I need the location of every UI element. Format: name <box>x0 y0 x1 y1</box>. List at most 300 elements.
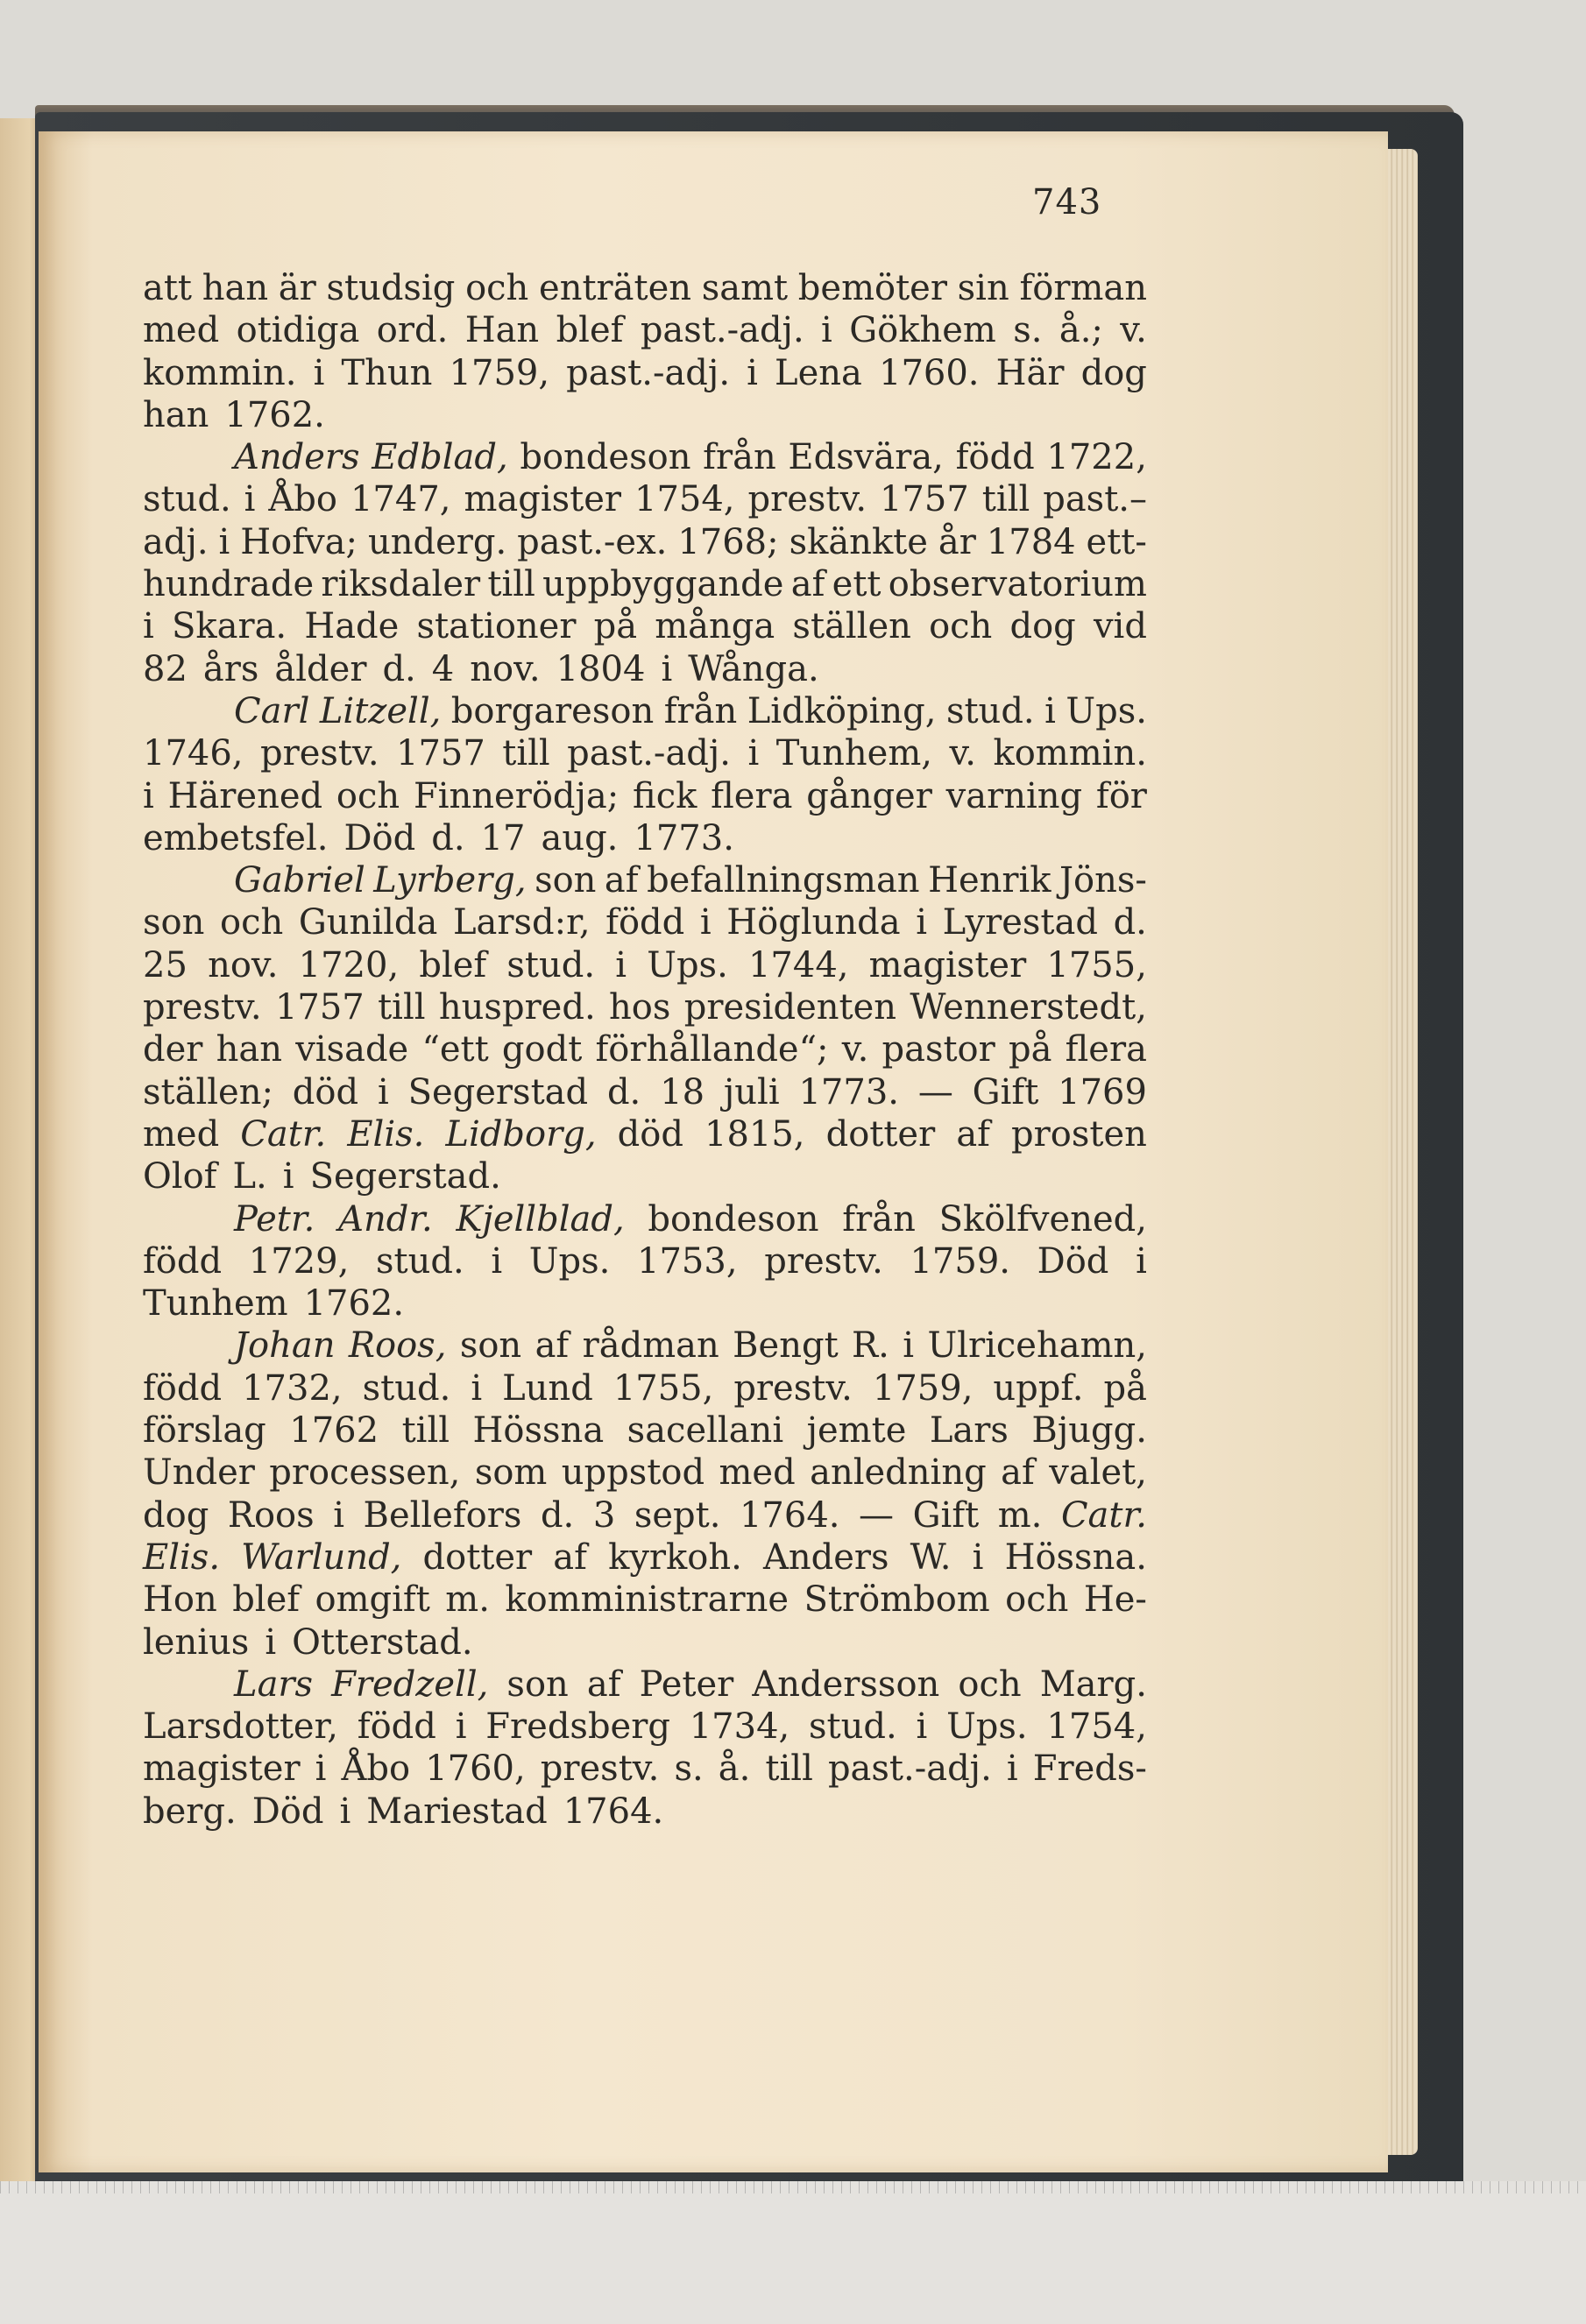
word: varning <box>945 775 1083 816</box>
word: dog <box>143 1494 209 1536</box>
word: Wennerstedt, <box>910 987 1147 1028</box>
word: 1764. <box>739 1494 840 1536</box>
word: huspred. <box>438 987 596 1028</box>
text-line <box>143 1071 1147 1113</box>
word: der <box>143 1029 203 1070</box>
word: död <box>292 1071 359 1113</box>
word: 17 <box>480 817 526 858</box>
word: död <box>617 1113 683 1155</box>
word: i <box>377 1071 389 1113</box>
text-line <box>143 775 1147 817</box>
word: Johan <box>234 1325 336 1367</box>
word: 1773. <box>798 1071 899 1113</box>
word: i <box>471 1367 483 1409</box>
word: uppf. <box>993 1367 1084 1409</box>
word: Gabriel <box>234 860 365 901</box>
text-line <box>143 394 1147 436</box>
text-line <box>143 605 1147 647</box>
word: d. <box>431 817 465 858</box>
word: 1755, <box>1046 944 1147 985</box>
word: Hofva; <box>240 521 358 562</box>
word: i <box>455 1706 467 1748</box>
text-line <box>143 1452 1147 1494</box>
word: han <box>202 268 269 308</box>
word: ålder <box>274 648 367 689</box>
word: — <box>917 1071 953 1113</box>
text-line <box>143 1028 1147 1070</box>
word: 1757 <box>274 987 365 1028</box>
word: Skara. <box>171 606 287 647</box>
word: Död <box>343 817 416 858</box>
text-line <box>143 1748 1147 1790</box>
word: och <box>336 775 400 816</box>
text-line <box>143 1240 1147 1282</box>
word: Catr. <box>1060 1494 1147 1536</box>
word: i <box>313 352 325 393</box>
word: Jöns- <box>1059 860 1147 901</box>
text-line <box>143 1198 1147 1240</box>
word: blef <box>556 310 624 351</box>
word: i <box>143 606 154 647</box>
word: son <box>535 860 597 901</box>
scan-ruler <box>0 2181 1586 2324</box>
word: i <box>339 1791 351 1832</box>
word: född <box>143 1367 223 1409</box>
text-line <box>143 1324 1147 1367</box>
word: Lidborg, <box>445 1113 597 1155</box>
word: 1757 <box>880 479 969 520</box>
word: bondeson <box>520 437 691 478</box>
word: i <box>903 1325 915 1367</box>
word: nov. <box>470 648 541 689</box>
word: blef <box>419 944 487 985</box>
word: Han <box>464 310 540 351</box>
word: ställen; <box>143 1071 273 1113</box>
word: kommin. <box>993 733 1147 774</box>
word: i <box>747 733 760 774</box>
word: visade <box>295 1029 409 1070</box>
word: skänkte <box>789 521 928 562</box>
word: 1757 <box>396 733 485 774</box>
word: 1722, <box>1046 437 1147 478</box>
word: s. <box>674 1748 704 1790</box>
word: Här <box>995 352 1065 393</box>
word: Lena <box>775 352 862 393</box>
word: anledning <box>810 1452 987 1494</box>
word: stud. <box>362 1367 451 1409</box>
word: och <box>929 606 993 647</box>
text-line <box>143 1621 1147 1664</box>
word: dog <box>1009 606 1076 647</box>
word: sin <box>957 268 1009 308</box>
word: Fredzell, <box>331 1664 489 1705</box>
word: 1759. <box>910 1240 1010 1282</box>
text-line <box>143 859 1147 901</box>
word: berg. <box>143 1791 237 1832</box>
word: från <box>842 1198 916 1240</box>
word: stationer <box>416 606 577 647</box>
word: Åbo <box>268 479 337 520</box>
word: 1762. <box>224 394 325 435</box>
word: juli <box>723 1071 780 1113</box>
word: Freds- <box>1032 1748 1147 1790</box>
word: m. <box>445 1579 490 1621</box>
word: Wånga. <box>688 648 819 689</box>
word: med <box>143 1113 220 1155</box>
word: Ups. <box>946 1706 1028 1748</box>
word: bemöter <box>797 268 947 308</box>
word: lenius <box>143 1621 250 1663</box>
word: Elis. <box>143 1536 221 1578</box>
text-line <box>143 1367 1147 1409</box>
word: prestv. <box>733 1367 853 1409</box>
word: L. <box>232 1156 267 1197</box>
word: s. <box>1013 310 1043 351</box>
word: Peter <box>639 1664 734 1705</box>
word: Anders <box>762 1536 889 1578</box>
word: Lyrberg, <box>373 860 527 901</box>
word: magister <box>143 1748 301 1790</box>
word: Bjugg. <box>1031 1410 1147 1452</box>
word: 3 <box>592 1494 616 1536</box>
word: till <box>487 564 535 605</box>
word: af <box>956 1113 990 1155</box>
word: gånger <box>806 775 932 816</box>
text-line <box>143 690 1147 732</box>
word: enträten <box>539 268 691 308</box>
text-line <box>143 478 1147 520</box>
word: “ett <box>421 1029 489 1070</box>
word: till <box>502 733 550 774</box>
word: Catr. <box>240 1113 327 1155</box>
word: fick <box>633 775 697 816</box>
word: Henrik <box>928 860 1051 901</box>
word: i <box>265 1621 277 1663</box>
word: Fredsberg <box>485 1706 670 1748</box>
word: Edsvära, <box>788 437 944 478</box>
word: v. <box>949 733 977 774</box>
word: från <box>663 690 738 731</box>
word: på <box>593 606 638 647</box>
word: förslag <box>143 1410 266 1452</box>
word: Gökhem <box>849 310 996 351</box>
word: sacellani <box>627 1410 784 1452</box>
word: flera <box>1065 1029 1147 1070</box>
word: i <box>282 1156 294 1197</box>
text-line <box>143 986 1147 1028</box>
word: 1729, <box>248 1240 350 1282</box>
word: års <box>202 648 259 689</box>
word: 1734, <box>689 1706 790 1748</box>
word: stud. <box>143 479 231 520</box>
text-line <box>143 436 1147 478</box>
word: född <box>357 1706 436 1748</box>
word: förman <box>1019 268 1147 308</box>
word: och <box>958 1664 1022 1705</box>
word: — <box>859 1494 895 1536</box>
word: född <box>955 437 1035 478</box>
word: Roos <box>227 1494 315 1536</box>
text-line <box>143 1706 1147 1748</box>
word: af <box>790 564 825 605</box>
word: son <box>143 902 205 943</box>
word: kommin. <box>143 352 297 393</box>
word: förhållande“; <box>595 1029 829 1070</box>
word: komministrarne <box>505 1579 789 1621</box>
word: 1747, <box>350 479 451 520</box>
word: magister <box>464 479 622 520</box>
word: ett- <box>1086 521 1147 562</box>
word: i <box>821 310 832 351</box>
word: prestv. <box>747 479 867 520</box>
scan-ruler-ticks <box>0 2181 1586 2193</box>
word: och <box>465 268 529 308</box>
word: i <box>1044 690 1056 731</box>
word: 1754, <box>1046 1706 1147 1748</box>
text-line <box>143 1113 1147 1155</box>
word: past.-adj. <box>567 733 732 774</box>
word: med <box>143 310 220 351</box>
word: född <box>143 1240 223 1282</box>
word: i <box>916 1706 928 1748</box>
word: adj. <box>143 521 209 562</box>
word: Larsdotter, <box>143 1706 339 1748</box>
word: af <box>535 1325 570 1367</box>
word: samt <box>701 268 789 308</box>
word: Carl <box>234 690 310 731</box>
word: 1769 <box>1058 1071 1147 1113</box>
word: och <box>219 902 284 943</box>
word: v. <box>841 1029 869 1070</box>
word: stud. <box>809 1706 897 1748</box>
word: 1804 <box>556 648 646 689</box>
word: son <box>459 1325 522 1367</box>
word: som <box>474 1452 548 1494</box>
word: Olof <box>143 1156 217 1197</box>
word: Kjellblad, <box>456 1198 625 1240</box>
word: Finnerödja; <box>413 775 620 816</box>
word: i <box>1006 1748 1018 1790</box>
word: godt <box>501 1029 583 1070</box>
word: borgareson <box>450 690 655 731</box>
word: Gunilda <box>298 902 438 943</box>
word: dog <box>1080 352 1147 393</box>
word: nov. <box>208 944 279 985</box>
word: han <box>143 394 209 435</box>
word: Bengt <box>733 1325 839 1367</box>
word: till <box>378 987 426 1028</box>
word: ett <box>832 564 882 605</box>
text-line <box>143 1409 1147 1452</box>
text-line <box>143 901 1147 943</box>
word: prestv. <box>764 1240 883 1282</box>
word: 4 <box>431 648 455 689</box>
word: och <box>1005 1579 1069 1621</box>
word: han <box>216 1029 282 1070</box>
word: för <box>1095 775 1147 816</box>
word: att <box>143 268 192 308</box>
word: i <box>661 648 673 689</box>
word: omgift <box>315 1579 430 1621</box>
word: från <box>703 437 776 478</box>
word: till <box>981 479 1030 520</box>
word: prestv. <box>540 1748 660 1790</box>
word: Hössna <box>472 1410 605 1452</box>
word: Hon <box>143 1579 217 1621</box>
word: å.; <box>1059 310 1103 351</box>
word: processen, <box>269 1452 461 1494</box>
word: i <box>244 479 256 520</box>
word: rådman <box>582 1325 719 1367</box>
word: Lars <box>929 1410 1009 1452</box>
word: 1744, <box>747 944 849 985</box>
text-line <box>143 309 1147 351</box>
word: Hössna. <box>1004 1536 1147 1578</box>
word: stud. <box>506 944 596 985</box>
word: son <box>506 1664 569 1705</box>
word: Gift <box>972 1071 1039 1113</box>
word: past.-adj. <box>640 310 804 351</box>
word: jemte <box>806 1410 907 1452</box>
word: Lars <box>234 1664 314 1705</box>
word: Petr. <box>234 1198 315 1240</box>
word: aug. <box>541 817 619 858</box>
word: He- <box>1083 1579 1147 1621</box>
word: på <box>1008 1029 1052 1070</box>
word: i <box>218 521 230 562</box>
word: af <box>586 1664 621 1705</box>
word: i <box>143 775 154 816</box>
word: d. <box>1113 902 1147 943</box>
word: i <box>972 1536 984 1578</box>
text-line <box>143 817 1147 859</box>
word: Ulricehamn, <box>927 1325 1147 1367</box>
text-line <box>143 944 1147 986</box>
word: Ups. <box>647 944 728 985</box>
word: Död <box>251 1791 324 1832</box>
word: Larsd:r, <box>452 902 591 943</box>
text-line <box>143 648 1147 690</box>
word: till <box>401 1410 450 1452</box>
word: Ups. <box>528 1240 611 1282</box>
word: af <box>553 1536 587 1578</box>
word: studsig <box>326 268 456 308</box>
word: Andr. <box>338 1198 433 1240</box>
word: till <box>765 1748 813 1790</box>
word: Ups. <box>1066 690 1147 731</box>
word: Skölfvened, <box>938 1198 1147 1240</box>
word: stud. <box>375 1240 464 1282</box>
word: vid <box>1093 606 1147 647</box>
word: 1754, <box>634 479 735 520</box>
word: i <box>615 944 627 985</box>
word: Strömbom <box>804 1579 990 1621</box>
word: född <box>605 902 685 943</box>
word: i <box>315 1748 327 1790</box>
word: past.– <box>1043 479 1147 520</box>
word: 1759, <box>872 1367 974 1409</box>
word: i <box>916 902 928 943</box>
word: 1760. <box>879 352 980 393</box>
text-line <box>143 1579 1147 1621</box>
word: Hade <box>304 606 400 647</box>
word: observatorium <box>888 564 1147 605</box>
word: 1746, <box>143 733 244 774</box>
word: Andersson <box>752 1664 940 1705</box>
word: past.-ex. <box>517 521 668 562</box>
word: Segerstad. <box>309 1156 501 1197</box>
word: ställen <box>792 606 911 647</box>
word: kyrkoh. <box>608 1536 742 1578</box>
word: m. <box>997 1494 1043 1536</box>
text-line <box>143 1282 1147 1324</box>
word: dotter <box>825 1113 936 1155</box>
word: Höglunda <box>726 902 901 943</box>
word: prosten <box>1011 1113 1147 1155</box>
word: d. <box>382 648 416 689</box>
word: Gift <box>912 1494 980 1536</box>
word: Edblad, <box>372 437 508 478</box>
word: d. <box>540 1494 575 1536</box>
word: i <box>747 352 758 393</box>
word: i <box>1136 1240 1147 1282</box>
word: W. <box>910 1536 952 1578</box>
word: hos <box>609 987 671 1028</box>
word: Elis. <box>347 1113 425 1155</box>
page-text <box>143 267 1147 1833</box>
word: 82 <box>143 648 188 689</box>
text-line <box>143 267 1147 309</box>
word: hundrade <box>143 564 315 605</box>
word: ord. <box>376 310 449 351</box>
word: sept. <box>634 1494 721 1536</box>
word: prestv. <box>143 987 262 1028</box>
text-line <box>143 521 1147 563</box>
word: Tunhem <box>143 1283 288 1324</box>
word: Lyrestad <box>942 902 1098 943</box>
text-line <box>143 1791 1147 1833</box>
word: i <box>699 902 712 943</box>
word: riksdaler <box>321 564 481 605</box>
word: flera <box>711 775 793 816</box>
word: Bellefors <box>363 1494 522 1536</box>
word: 1755, <box>612 1367 714 1409</box>
page-number: 743 <box>1032 182 1102 223</box>
word: 1753, <box>637 1240 738 1282</box>
word: 1732, <box>242 1367 343 1409</box>
word: embetsfel. <box>143 817 329 858</box>
word: pastor <box>882 1029 995 1070</box>
word: v. <box>1120 310 1147 351</box>
word: i <box>333 1494 344 1536</box>
word: valet, <box>1049 1452 1147 1494</box>
word: Under <box>143 1452 255 1494</box>
word: många <box>655 606 775 647</box>
word: presidenten <box>683 987 897 1028</box>
word: 18 <box>660 1071 705 1113</box>
text-line <box>143 1155 1147 1197</box>
text-line <box>143 1536 1147 1579</box>
word: Warlund, <box>241 1536 402 1578</box>
word: Åbo <box>341 1748 411 1790</box>
word: 1815, <box>704 1113 805 1155</box>
word: bondeson <box>648 1198 819 1240</box>
word: 1762 <box>289 1410 379 1452</box>
word: å. <box>718 1748 751 1790</box>
word: 1784 <box>986 521 1076 562</box>
word: Tunhem, <box>775 733 932 774</box>
word: Mariestad <box>366 1791 548 1832</box>
